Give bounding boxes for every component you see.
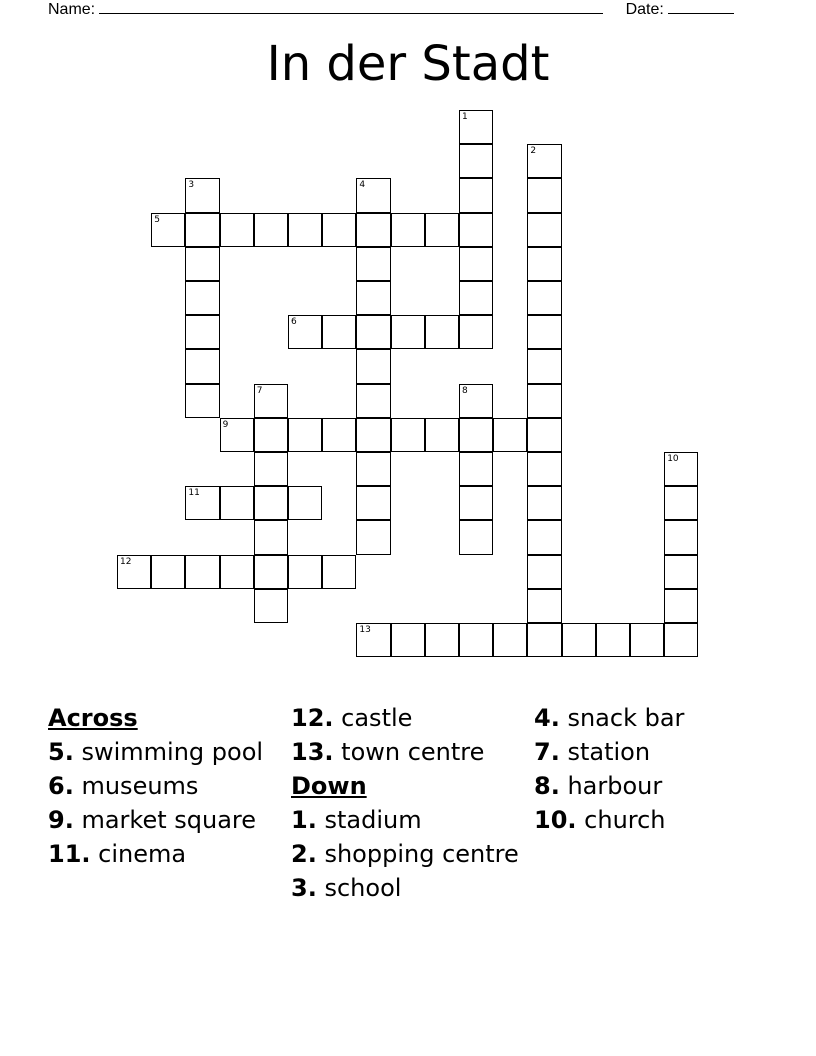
crossword-cell[interactable]	[527, 281, 561, 315]
crossword-cell[interactable]	[664, 452, 698, 486]
clue-number-label: 1.	[291, 806, 317, 834]
crossword-cell[interactable]	[527, 418, 561, 452]
crossword-cell[interactable]	[288, 486, 322, 520]
crossword-cell[interactable]	[391, 315, 425, 349]
clue-column-1	[48, 704, 278, 874]
crossword-cell[interactable]	[425, 418, 459, 452]
clue-number: 7	[256, 385, 263, 396]
crossword-cell[interactable]	[459, 452, 493, 486]
crossword-cell[interactable]	[527, 555, 561, 589]
clue-item	[48, 738, 278, 766]
down-heading: Down	[291, 772, 367, 800]
clue-text: museums	[81, 772, 199, 800]
crossword-cell[interactable]	[185, 384, 219, 418]
clue-number-label: 5.	[48, 738, 74, 766]
clue-text: station	[567, 738, 651, 766]
crossword-cell[interactable]	[356, 247, 390, 281]
crossword-cell[interactable]	[254, 213, 288, 247]
crossword-cell[interactable]	[322, 213, 356, 247]
clue-number: 3	[188, 180, 195, 191]
crossword-cell[interactable]	[356, 315, 390, 349]
clue-number-label: 8.	[534, 772, 560, 800]
crossword-cell[interactable]	[185, 349, 219, 383]
clue-number: 11	[188, 488, 200, 499]
crossword-cell[interactable]	[425, 315, 459, 349]
clue-text: market square	[81, 806, 257, 834]
clue-number: 12	[120, 556, 132, 567]
crossword-cell[interactable]	[254, 589, 288, 623]
crossword-cell[interactable]	[391, 213, 425, 247]
crossword-cell[interactable]	[288, 555, 322, 589]
clue-number-label: 10.	[534, 806, 577, 834]
clue-item	[291, 874, 521, 902]
clue-number: 10	[667, 454, 679, 464]
clue-number-label: 2.	[291, 840, 317, 868]
clue-text: shopping centre	[324, 840, 519, 868]
crossword-cell[interactable]	[322, 315, 356, 349]
page-title: In der Stadt	[266, 36, 550, 92]
crossword-cell[interactable]	[356, 349, 390, 383]
crossword-cell[interactable]	[493, 418, 527, 452]
crossword-cell[interactable]	[288, 315, 322, 349]
clue-number: 9	[222, 419, 229, 430]
clue-text: harbour	[567, 772, 663, 800]
crossword-cell[interactable]	[254, 486, 288, 520]
crossword-cell[interactable]	[391, 623, 425, 657]
crossword-cell[interactable]	[664, 555, 698, 589]
crossword-cell[interactable]	[527, 520, 561, 554]
crossword-cell[interactable]	[356, 213, 390, 247]
crossword-cell[interactable]	[254, 384, 288, 418]
clue-text: school	[324, 874, 402, 902]
crossword-cell[interactable]	[527, 384, 561, 418]
crossword-cell[interactable]	[527, 315, 561, 349]
crossword-cell[interactable]	[185, 555, 219, 589]
crossword-cell[interactable]	[220, 486, 254, 520]
crossword-cell[interactable]	[664, 520, 698, 554]
clue-column-2	[291, 704, 521, 908]
crossword-cell[interactable]	[562, 623, 596, 657]
clue-number-label: 7.	[534, 738, 560, 766]
crossword-cell[interactable]	[185, 486, 219, 520]
crossword-cell[interactable]	[185, 213, 219, 247]
crossword-cell[interactable]	[527, 349, 561, 383]
clue-text: town centre	[341, 738, 485, 766]
crossword-cell[interactable]	[254, 418, 288, 452]
clue-number: 6	[291, 317, 297, 328]
crossword-cell[interactable]	[459, 384, 493, 418]
crossword-cell[interactable]	[151, 213, 185, 247]
crossword-cell[interactable]	[527, 213, 561, 247]
crossword-cell[interactable]	[254, 555, 288, 589]
date-label: Date:	[625, 1, 664, 18]
clue-item	[534, 738, 784, 766]
crossword-cell[interactable]	[185, 178, 219, 212]
crossword-cell[interactable]	[596, 623, 630, 657]
crossword-cell[interactable]	[117, 555, 151, 589]
clue-item	[48, 806, 278, 834]
crossword-cell[interactable]	[322, 555, 356, 589]
crossword-cell[interactable]	[356, 623, 390, 657]
crossword-cell[interactable]	[493, 623, 527, 657]
crossword-cell[interactable]	[254, 452, 288, 486]
crossword-cell[interactable]	[356, 452, 390, 486]
crossword-cell[interactable]	[527, 589, 561, 623]
crossword-cell[interactable]	[459, 281, 493, 315]
clue-number-label: 13.	[291, 738, 334, 766]
clue-item	[48, 772, 278, 800]
crossword-cell[interactable]	[425, 623, 459, 657]
crossword-cell[interactable]	[630, 623, 664, 657]
crossword-cell[interactable]	[459, 178, 493, 212]
crossword-cell[interactable]	[459, 213, 493, 247]
crossword-cell[interactable]	[459, 418, 493, 452]
crossword-cell[interactable]	[254, 520, 288, 554]
crossword-cell[interactable]	[391, 418, 425, 452]
crossword-cell[interactable]	[664, 486, 698, 520]
clue-number-label: 6.	[48, 772, 74, 800]
clue-number: 5	[154, 214, 160, 225]
clue-item	[291, 806, 521, 834]
clue-number-label: 9.	[48, 806, 74, 834]
crossword-cell[interactable]	[322, 418, 356, 452]
crossword-cell[interactable]	[356, 281, 390, 315]
clue-number-label: 3.	[291, 874, 317, 902]
clue-text: snack bar	[567, 704, 685, 732]
crossword-cell[interactable]	[220, 213, 254, 247]
crossword-cell[interactable]	[185, 281, 219, 315]
crossword-cell[interactable]	[356, 520, 390, 554]
clue-item	[534, 772, 784, 800]
crossword-cell[interactable]	[459, 486, 493, 520]
crossword-cell[interactable]	[459, 315, 493, 349]
clue-item	[291, 840, 521, 868]
crossword-cell[interactable]	[459, 110, 493, 144]
crossword-cell[interactable]	[356, 486, 390, 520]
clue-text: castle	[341, 704, 413, 732]
crossword-cell[interactable]	[664, 623, 698, 657]
crossword-cell[interactable]	[527, 452, 561, 486]
clue-number: 8	[462, 385, 468, 396]
crossword-cell[interactable]	[220, 555, 254, 589]
clue-number-label: 4.	[534, 704, 560, 732]
crossword-cell[interactable]	[151, 555, 185, 589]
clue-number-label: 11.	[48, 840, 91, 868]
clue-number: 13	[359, 625, 371, 635]
crossword-cell[interactable]	[288, 418, 322, 452]
crossword-cell[interactable]	[664, 589, 698, 623]
clue-text: stadium	[324, 806, 422, 834]
crossword-cell[interactable]	[459, 144, 493, 178]
clue-number: 2	[530, 146, 537, 157]
crossword-cell[interactable]	[527, 486, 561, 520]
crossword-cell[interactable]	[527, 247, 561, 281]
crossword-cell[interactable]	[527, 623, 561, 657]
clue-number: 1	[462, 112, 468, 122]
crossword-cell[interactable]	[288, 213, 322, 247]
crossword-cell[interactable]	[220, 418, 254, 452]
crossword-cell[interactable]	[185, 247, 219, 281]
crossword-cell[interactable]	[459, 623, 493, 657]
clue-item	[534, 704, 784, 732]
clue-item	[48, 840, 278, 868]
crossword-cell[interactable]	[459, 247, 493, 281]
clue-number: 4	[359, 180, 366, 191]
crossword-cell[interactable]	[527, 144, 561, 178]
clue-item	[291, 704, 521, 732]
crossword-cell[interactable]	[459, 520, 493, 554]
crossword-cell[interactable]	[425, 213, 459, 247]
clue-text: swimming pool	[81, 738, 264, 766]
crossword-cell[interactable]	[356, 178, 390, 212]
name-label: Name:	[48, 1, 96, 18]
crossword-cell[interactable]	[527, 178, 561, 212]
clue-text: cinema	[98, 840, 187, 868]
crossword-cell[interactable]	[356, 418, 390, 452]
clue-item	[534, 806, 784, 834]
crossword-cell[interactable]	[356, 384, 390, 418]
across-heading: Across	[48, 704, 138, 732]
clue-text: church	[584, 806, 666, 834]
clue-number-label: 12.	[291, 704, 334, 732]
clue-column-3	[534, 704, 784, 840]
crossword-cell[interactable]	[185, 315, 219, 349]
clue-item	[291, 738, 521, 766]
